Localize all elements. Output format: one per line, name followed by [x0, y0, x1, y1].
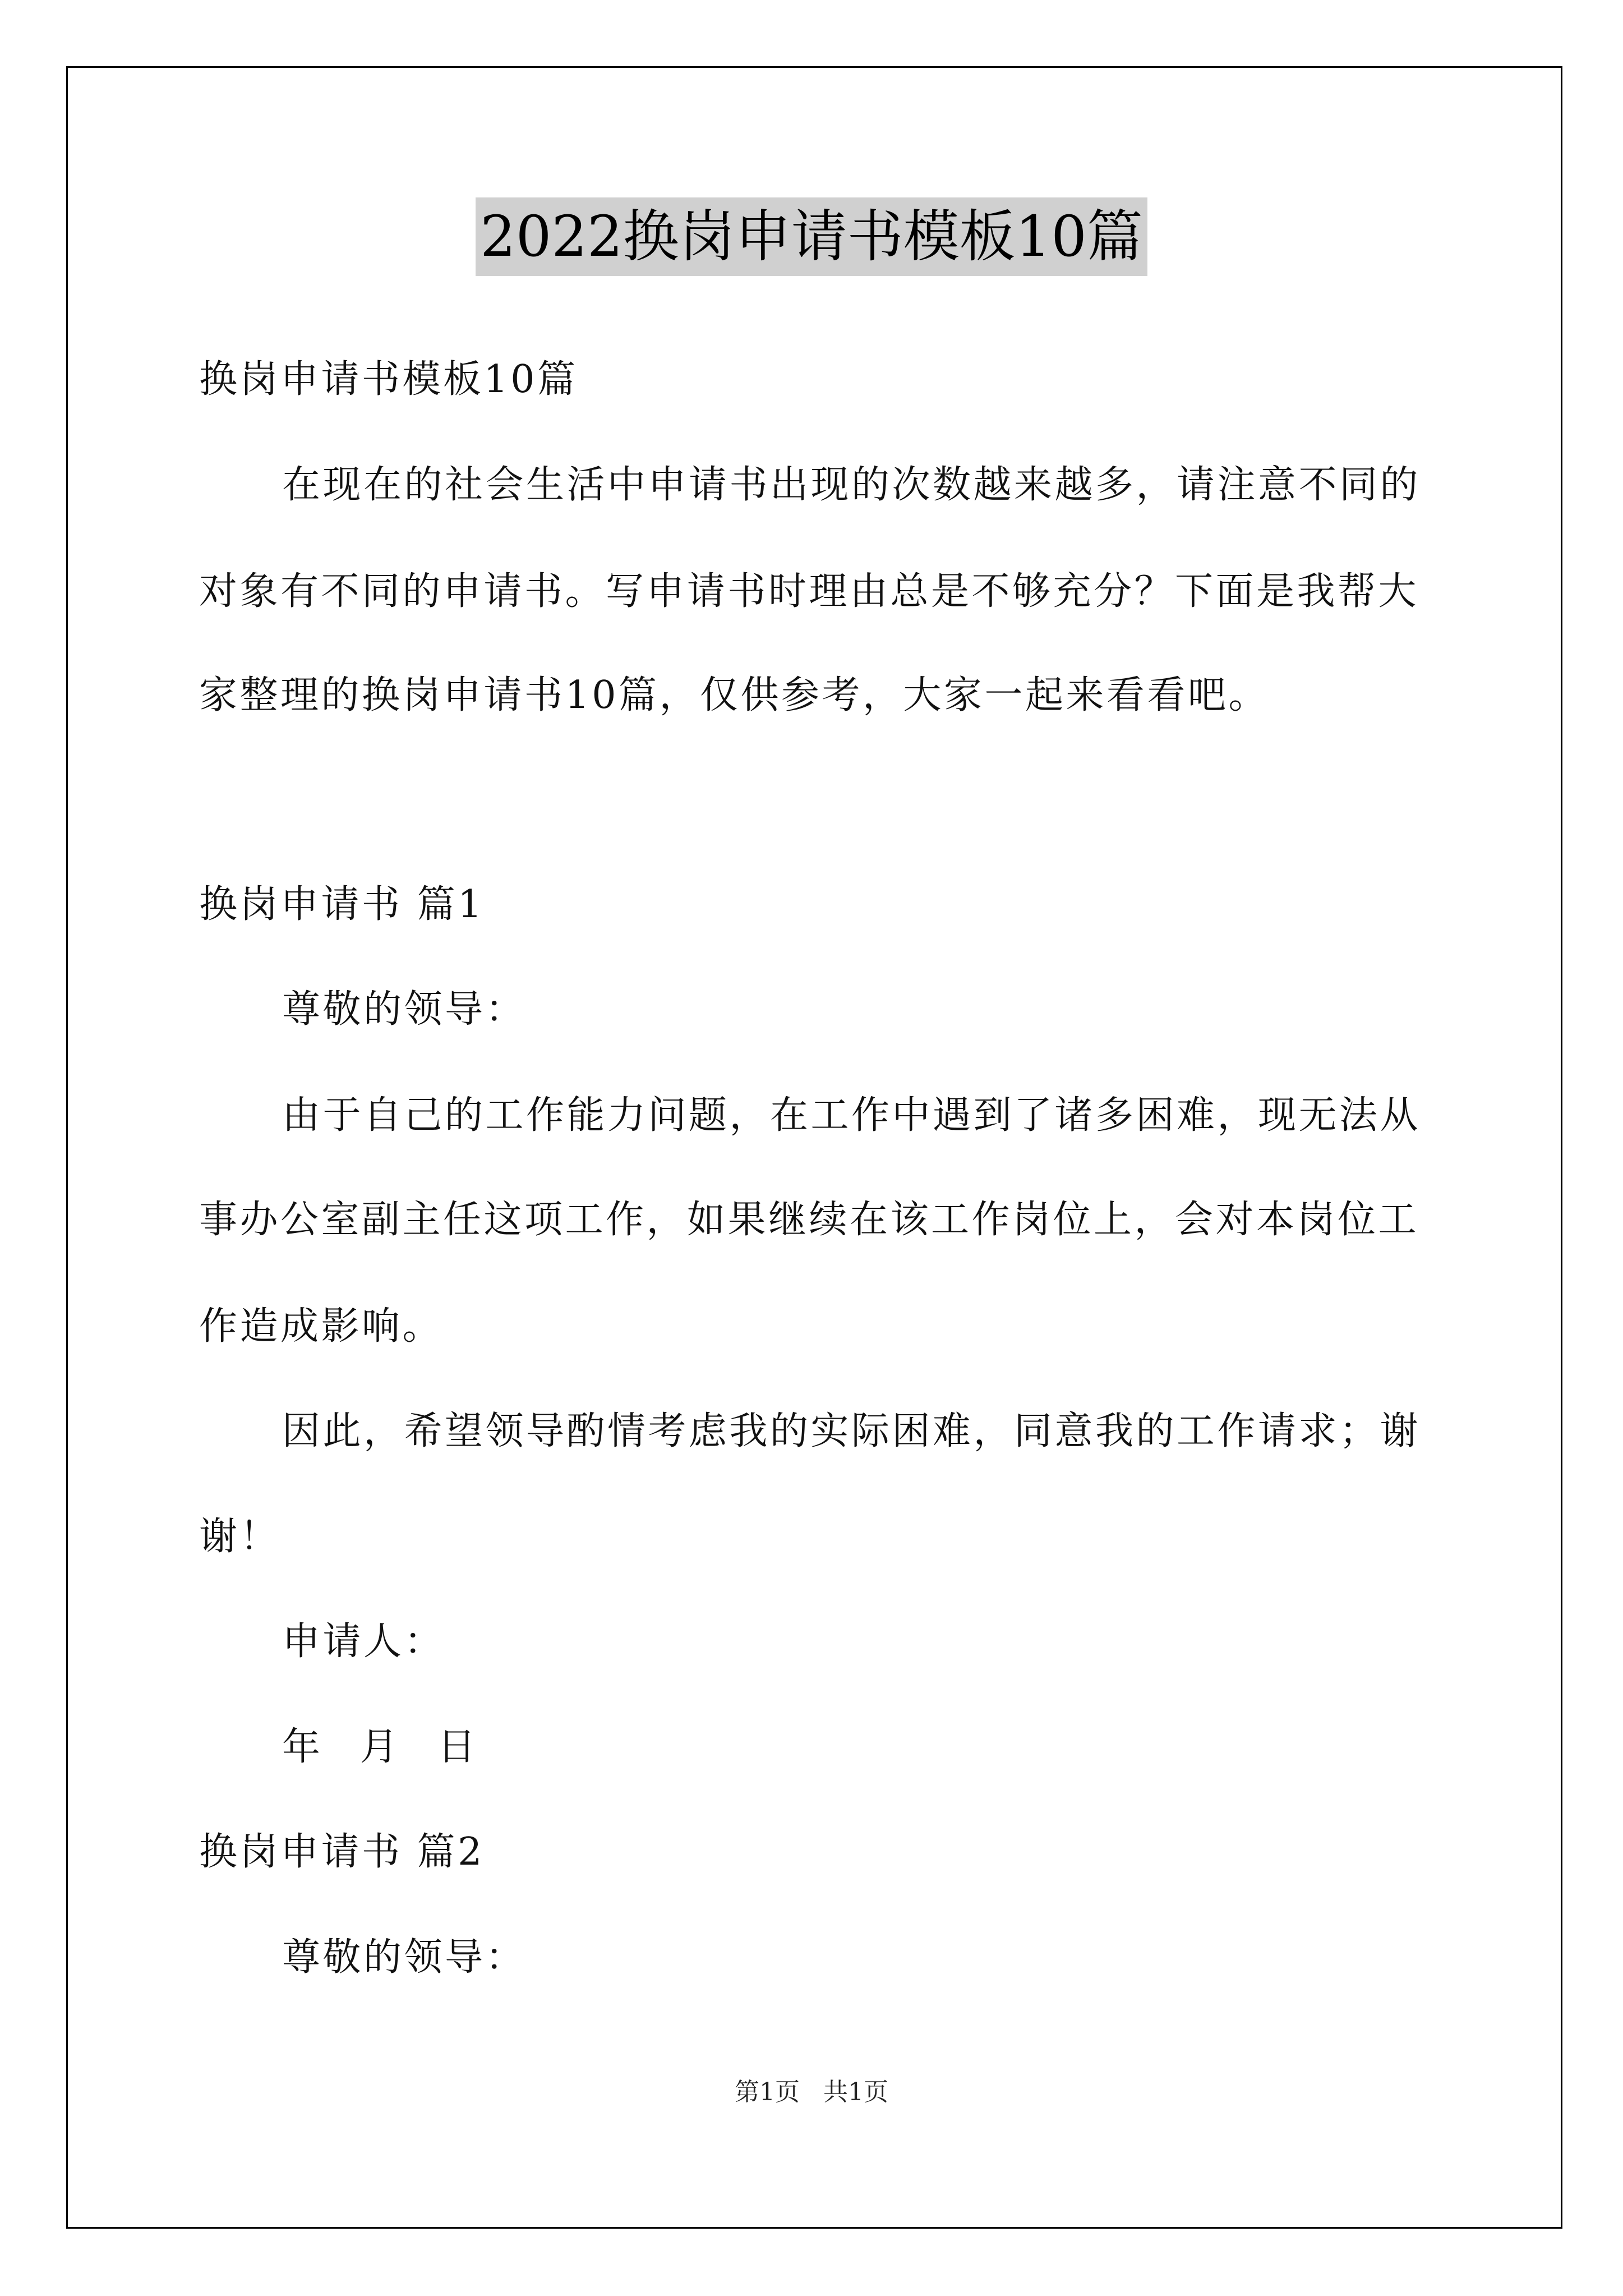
applicant-label: 申请人：: [282, 1619, 445, 1664]
intro-paragraph-line: 对象有不同的申请书。写申请书时理由总是不够充分？下面是我帮大: [199, 569, 1419, 614]
date-line: 年 月 日: [282, 1725, 478, 1769]
body-paragraph-line: 作造成影响。: [199, 1304, 444, 1349]
document-title: 2022换岗申请书模板10篇: [476, 197, 1147, 276]
document-subtitle: 换岗申请书模板10篇: [199, 357, 578, 402]
body-paragraph-line: 由于自己的工作能力问题，在工作中遇到了诸多困难，现无法从: [282, 1093, 1421, 1138]
section-heading-2: 换岗申请书 篇2: [199, 1830, 485, 1874]
title-container: [0, 197, 1623, 276]
salutation: 尊敬的领导：: [282, 1935, 527, 1980]
salutation: 尊敬的领导：: [282, 987, 527, 1032]
intro-paragraph-line: 家整理的换岗申请书10篇，仅供参考，大家一起来看看吧。: [199, 673, 1270, 717]
body-paragraph-line: 因此，希望领导酌情考虑我的实际困难，同意我的工作请求；谢: [282, 1409, 1421, 1453]
intro-paragraph-line: 在现在的社会生活中申请书出现的次数越来越多，请注意不同的: [282, 463, 1421, 507]
body-paragraph-line: 谢！: [199, 1515, 281, 1559]
page-footer: 第1页 共1页: [735, 2078, 888, 2106]
body-paragraph-line: 事办公室副主任这项工作，如果继续在该工作岗位上，会对本岗位工: [199, 1198, 1419, 1242]
section-heading-1: 换岗申请书 篇1: [199, 882, 485, 927]
